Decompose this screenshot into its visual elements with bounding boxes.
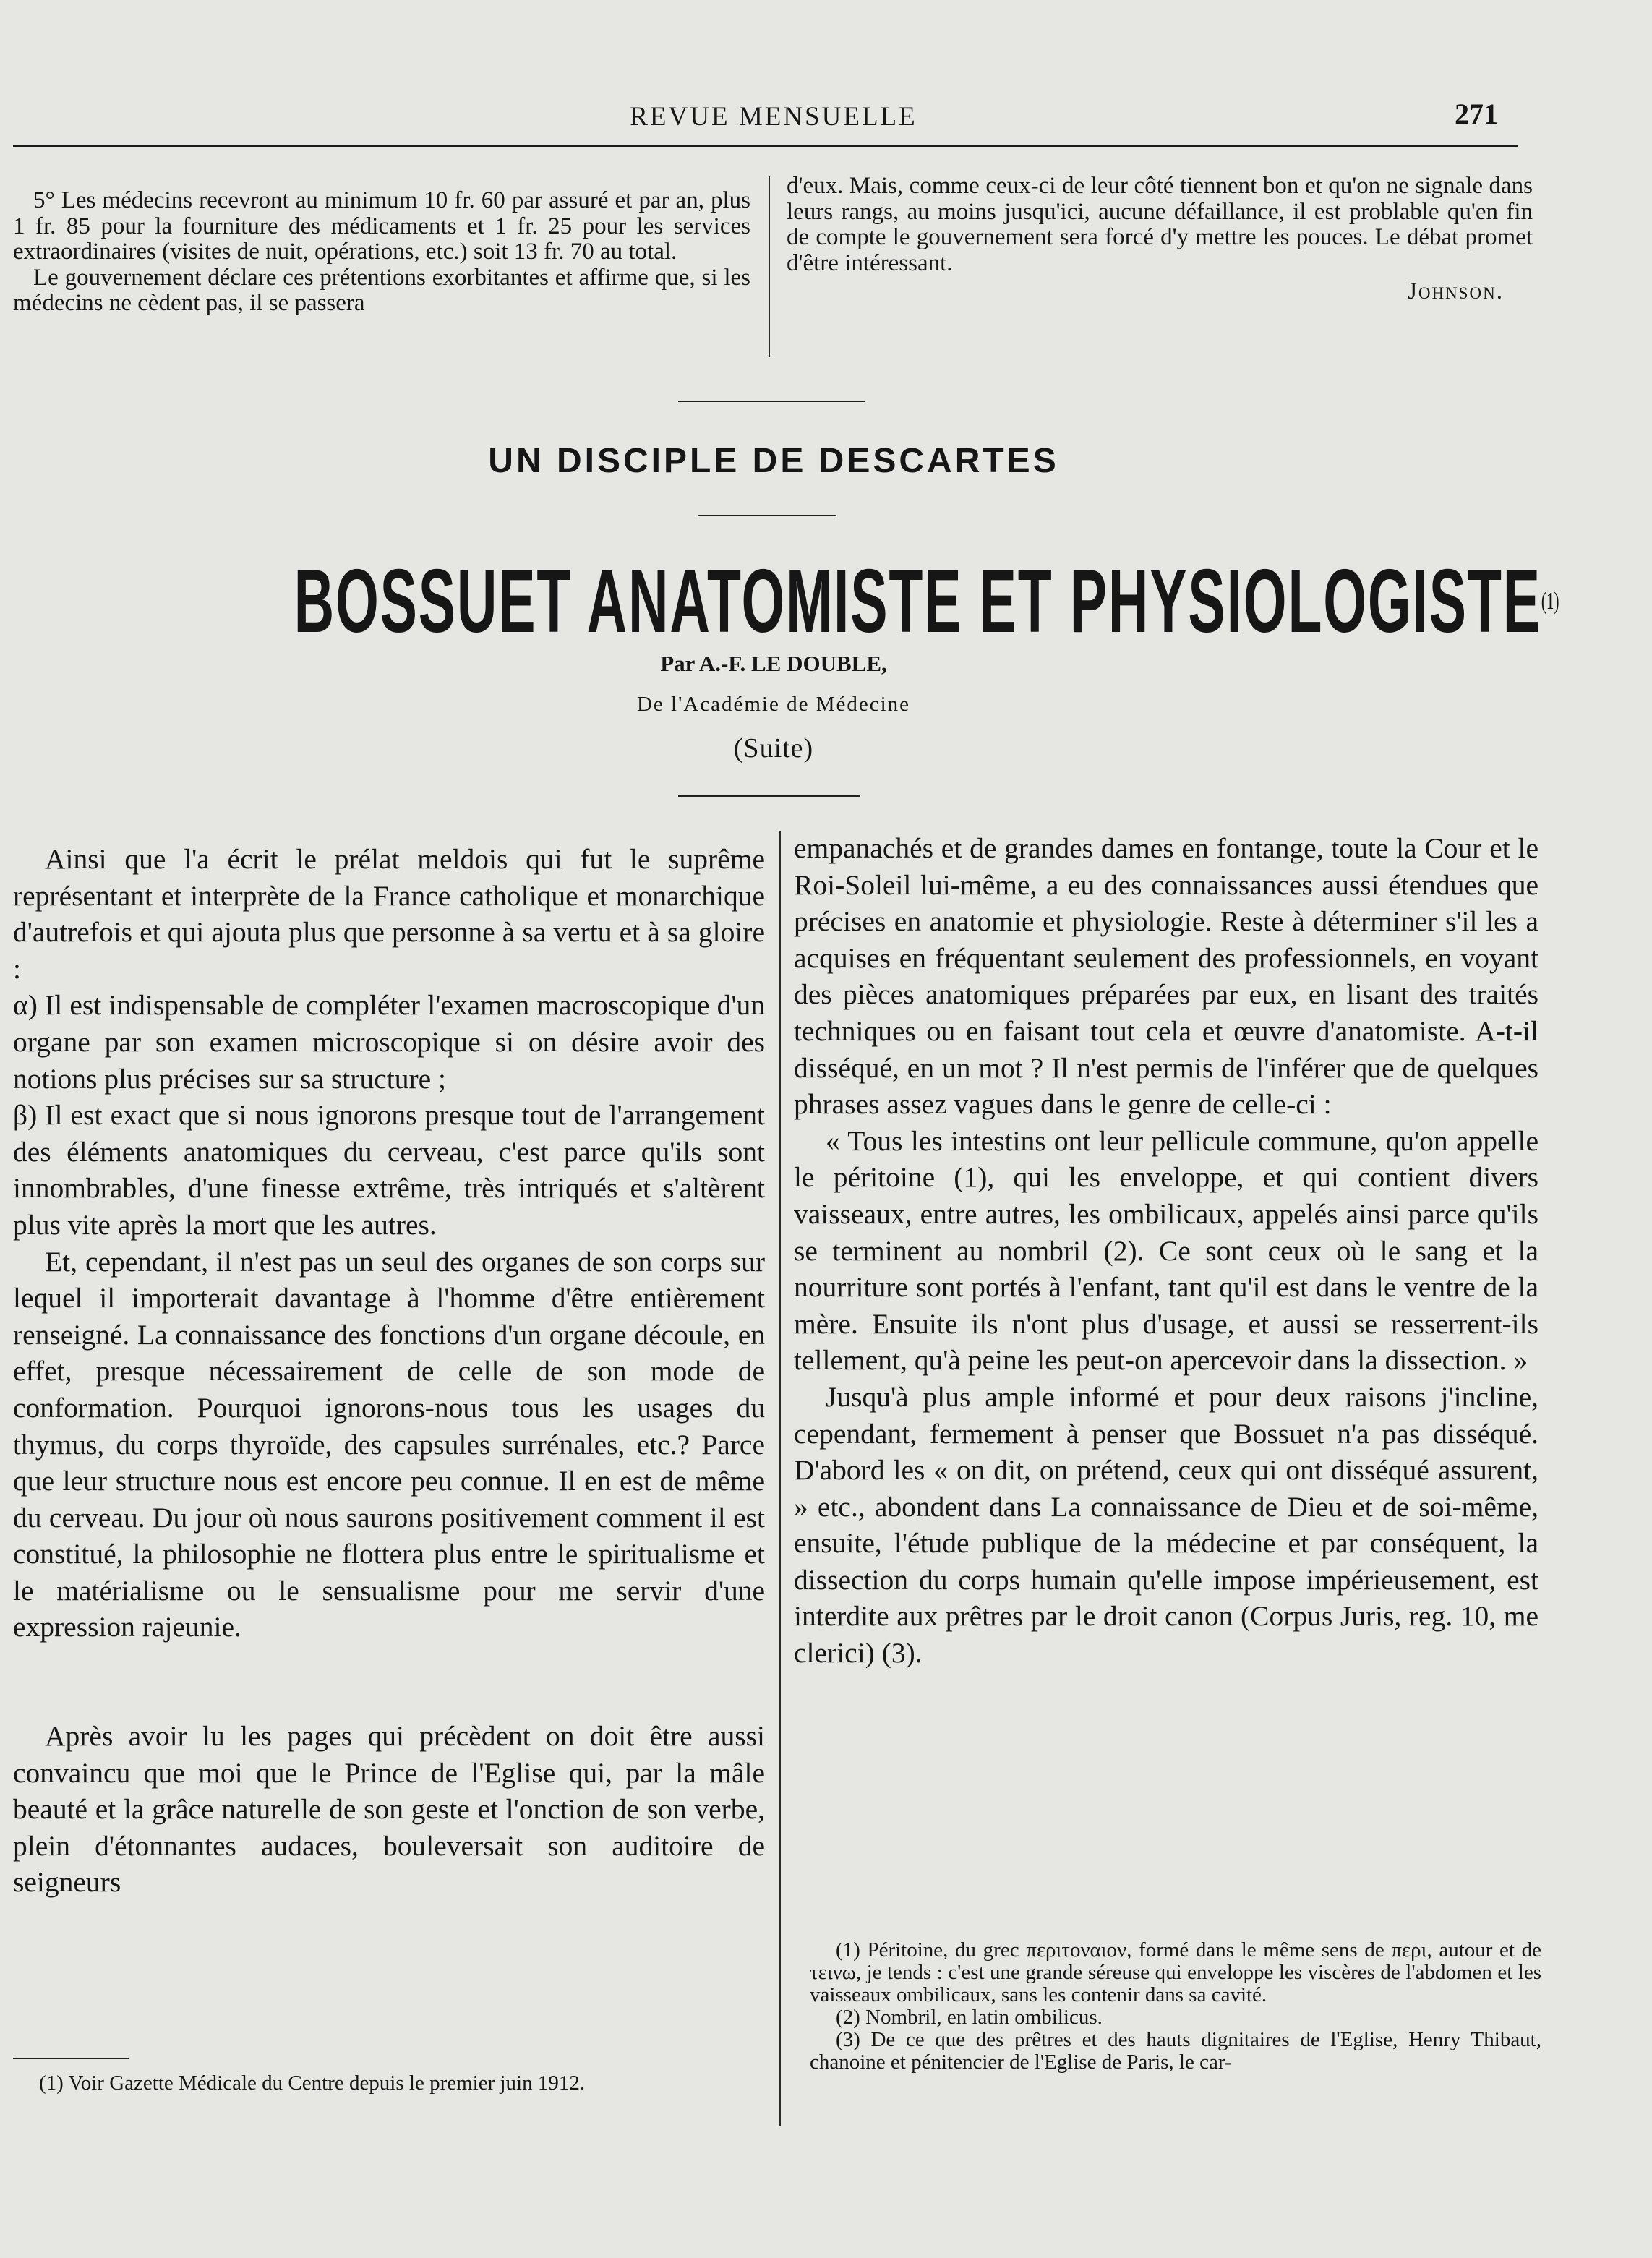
body-paragraph: « Tous les intestins ont leur pellicule commune, qu'on appelle le péritoine (1), qui les enveloppe, et qui contient divers vaisseaux, entre autres, les ombilicaux, appelés ainsi parce qu'ils se terminent au nombril (2). Ce sont ceux où le sang et la nourriture sont portés à l'enfant, tant qu'il est dans le ventre de la mère. Ensuite ils n'ont plus d'usage, et aussi se resserrent-ils tellement, qu'à peine les peut-on apercevoir dans la dissection. » — [794, 1124, 1538, 1377]
prev-article-paragraph: 5° Les médecins recevront au minimum 10 fr. 60 par assuré et par an, plus 1 fr. 85 pour la fourniture des médicaments et 1 fr. 25 pour les services extraordinaires (visites de nuit, opérations, etc.) soit 13 fr. 70 au total. — [13, 187, 750, 265]
footnote: (2) Nombril, en latin ombilicus. — [836, 2006, 1103, 2029]
author-signature: Johnson. — [1408, 278, 1504, 304]
footnote: (1) Voir Gazette Médicale du Centre depuis le premier juin 1912. — [39, 2071, 586, 2095]
prev-article-left-column — [13, 188, 750, 317]
body-paragraph: Ainsi que l'a écrit le prélat meldois qui fut le suprême représentant et interprète de la France catholique et monarchique d'autrefois et qui ajouta plus que personne à sa vertu et à sa gloire : — [13, 843, 765, 985]
body-paragraph: Jusqu'à plus ample informé et pour deux raisons j'incline, cependant, fermement à penser que Bossuet n'a pas disséqué. D'abord les « on dit, on prétend, ceux qui ont disséqué assurent, » etc., abondent dans La connaissance de Dieu et de soi-même, ensuite, l'étude publique de la médecine et par conséquent, la dissection du corps humain qu'elle impose impérieusement, est interdite aux prêtres par le droit canon (Corpus Juris, reg. 10, me clerici) (3). — [794, 1380, 1538, 1669]
footnotes-left — [13, 2072, 765, 2095]
article-left-column — [13, 841, 765, 1901]
body-paragraph: empanachés et de grandes dames en fontange, toute la Cour et le Roi-Soleil lui-même, a eu des connaissances aussi étendues que précises en anatomie et physiologie. Reste à déterminer s'il les a acquises en fréquentant seulement des professionnels, en voyant des pièces anatomiques préparées par eux, en lisant des traités techniques ou en faisant tout cela et œuvre d'anatomiste. A-t-il disséqué, en un mot ? Il n'est permis de l'inférer que de quelques phrases assez vagues dans le genre de celle-ci : — [794, 832, 1538, 1121]
body-paragraph: β) Il est exact que si nous ignorons presque tout de l'arrangement des éléments anatomiques du cerveau, c'est parce qu'ils sont innombrables, d'une finesse extrême, très intriqués et s'altèrent plus vite après la mort que les autres. — [13, 1099, 765, 1241]
body-paragraph: Après avoir lu les pages qui précèdent on doit être aussi convaincu que moi que le Prince de l'Eglise qui, par la mâle beauté et la grâce naturelle de son geste et l'onction de son verbe, plein d'étonnantes audaces, bouleversait son auditoire de seigneurs — [13, 1720, 765, 1899]
prev-article-paragraph: d'eux. Mais, comme ceux-ci de leur côté tiennent bon et qu'on ne signale dans leurs rangs, au moins jusqu'ici, aucune défaillance, il est problable qu'en fin de compte le gouvernement sera forcé d'y mettre les pouces. Le débat promet d'être intéressant. — [787, 173, 1533, 276]
footnote-rule — [13, 2058, 129, 2059]
article-title — [294, 552, 1559, 651]
footnote: (1) Péritoine, du grec περιτοναιον, formé dans le même sens de περι, autour et de τεινω, je tends : c'est une grande séreuse qui enveloppe les viscères de l'abdomen et les vaisseaux ombilicaux, sans les contenir dans sa cavité. — [810, 1938, 1541, 2006]
prev-article-paragraph: Le gouvernement déclare ces prétentions exorbitantes et affirme que, si les médecins ne cèdent pas, il se passera — [13, 264, 750, 316]
footnote: (3) De ce que des prêtres et des hauts dignitaires de l'Eglise, Henry Thibaut, chanoine et pénitencier de l'Eglise de Paris, le car- — [810, 2028, 1541, 2074]
article-title-text: BOSSUET ANATOMISTE ET PHYSIOLOGISTE — [294, 552, 1541, 651]
kicker-rule — [698, 515, 836, 516]
article-right-column — [794, 830, 1538, 1672]
article-kicker: UN DISCIPLE DE DESCARTES — [488, 442, 1059, 480]
prev-article-right-column — [787, 174, 1533, 305]
article-byline: Par A.-F. LE DOUBLE, — [660, 651, 887, 676]
column-divider — [769, 176, 770, 357]
title-footnote-marker: (1) — [1541, 588, 1559, 615]
running-title: REVUE MENSUELLE — [630, 102, 917, 132]
heading-rule — [678, 795, 860, 797]
body-paragraph: Et, cependant, il n'est pas un seul des organes de son corps sur lequel il importerait davantage à l'homme d'être entièrement renseigné. La connaissance des fonctions d'un organe découle, en effet, presque nécessairement de celle de son mode de conformation. Pourquoi ignorons-nous tous les usages du thymus, du corps thyroïde, des capsules surrénales, etc.? Parce que leur structure nous est encore peu connue. Il en est de même du cerveau. Du jour où nous saurons positivement comment il est constitué, la philosophie ne flottera plus entre le spiritualisme et le matérialisme ou le sensualisme pour me servir d'une expression rajeunie. — [13, 1245, 765, 1643]
header-rule — [13, 145, 1518, 147]
footnotes-right — [810, 1939, 1541, 2074]
section-divider — [678, 401, 865, 402]
body-paragraph: α) Il est indispensable de compléter l'examen macroscopique d'un organe par son examen microscopique si on désire avoir des notions plus précises sur sa structure ; — [13, 989, 765, 1095]
column-divider — [779, 831, 781, 2126]
continued-label: (Suite) — [733, 733, 814, 764]
page-number: 271 — [1455, 98, 1498, 130]
author-affiliation: De l'Académie de Médecine — [636, 693, 911, 716]
